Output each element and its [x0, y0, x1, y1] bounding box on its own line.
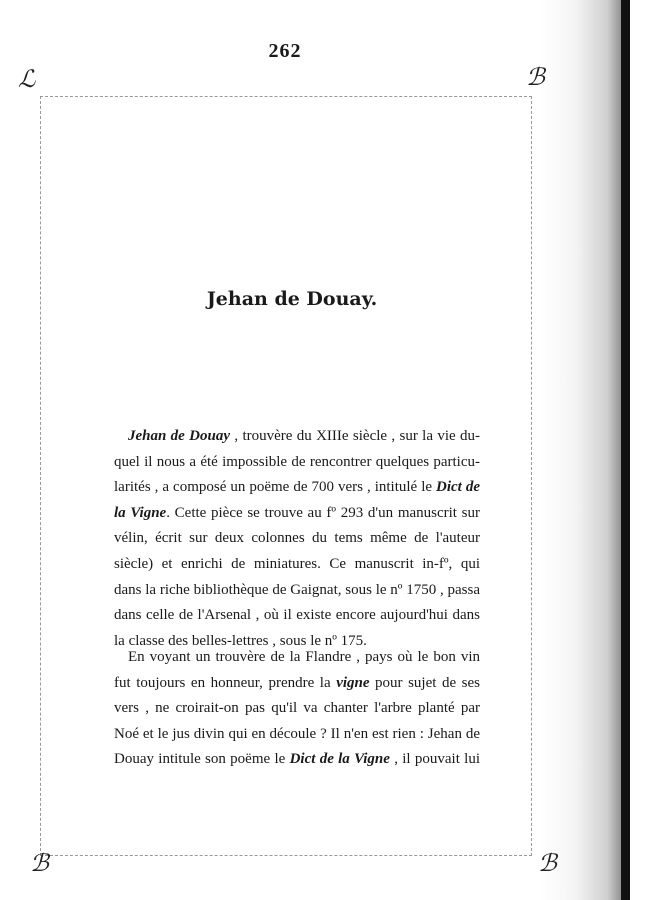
paragraph-2: [114, 645, 480, 773]
text-segment: Douay intitule son poëme le: [114, 751, 290, 768]
text-line: [114, 747, 480, 773]
text-segment: fut toujours en honneur, prendre la: [114, 674, 337, 691]
italic-text: Jehan de Douay: [128, 428, 231, 444]
page-number: 262: [268, 40, 302, 62]
text-line: [114, 450, 480, 476]
chapter-title: Jehan de Douay.: [206, 288, 378, 310]
italic-text: Dict de la Vigne: [289, 751, 390, 768]
text-segment: Noé et le jus divin qui en découle ? Il n'en est rien : Jehan de: [114, 725, 480, 742]
text-line: [114, 475, 480, 501]
page-edge-shadow: [540, 0, 630, 900]
text-segment: vers , ne croirait-on pas qu'il va chanter l'arbre planté par: [114, 700, 480, 717]
italic-text: la Vigne: [114, 504, 167, 521]
text-line: [114, 696, 480, 722]
page-edge-binding: [621, 0, 630, 900]
text-segment: , trouvère du XIIIe siècle , sur la vie du-: [230, 428, 480, 444]
text-line: [114, 671, 480, 697]
text-segment: pour sujet de ses: [369, 674, 480, 691]
text-line: [114, 526, 480, 552]
text-segment: siècle) et enrichi de miniatures. Ce manuscrit in-fº, qui: [114, 555, 480, 572]
text-segment: larités , a composé un poëme de 700 vers , intitulé le: [114, 479, 437, 496]
corner-ornament-bottom-left: ℬ: [30, 851, 49, 877]
paragraph-1: [114, 424, 480, 654]
text-segment: . Cette pièce se trouve au fº 293 d'un manuscrit sur: [166, 504, 480, 521]
text-line: [114, 722, 480, 748]
text-line: [114, 645, 480, 671]
text-line: [114, 501, 480, 527]
text-segment: quel il nous a été impossible de rencontrer quelques particu-: [114, 453, 480, 470]
text-segment: vélin, écrit sur deux colonnes du tems même de l'auteur: [114, 530, 480, 547]
text-segment: dans celle de l'Arsenal , où il existe encore aujourd'hui dans: [114, 607, 480, 624]
corner-ornament-top-left: ℒ: [18, 67, 36, 93]
text-line: [114, 603, 480, 629]
corner-ornament-top-right: ℬ: [526, 65, 545, 91]
text-line: [114, 578, 480, 604]
italic-text: Dict de: [436, 479, 480, 496]
text-segment: la classe des belles-lettres , sous le nº 175.: [114, 632, 367, 649]
text-segment: , il pouvait lui: [389, 751, 480, 768]
text-segment: dans la riche bibliothèque de Gaignat, sous le nº 1750 , passa: [114, 581, 480, 598]
text-segment: En voyant un trouvère de la Flandre , pays où le bon vin: [128, 649, 480, 665]
text-line: [114, 424, 480, 450]
text-line: [114, 552, 480, 578]
corner-ornament-bottom-right: ℬ: [538, 851, 557, 877]
italic-text: vigne: [336, 674, 370, 691]
